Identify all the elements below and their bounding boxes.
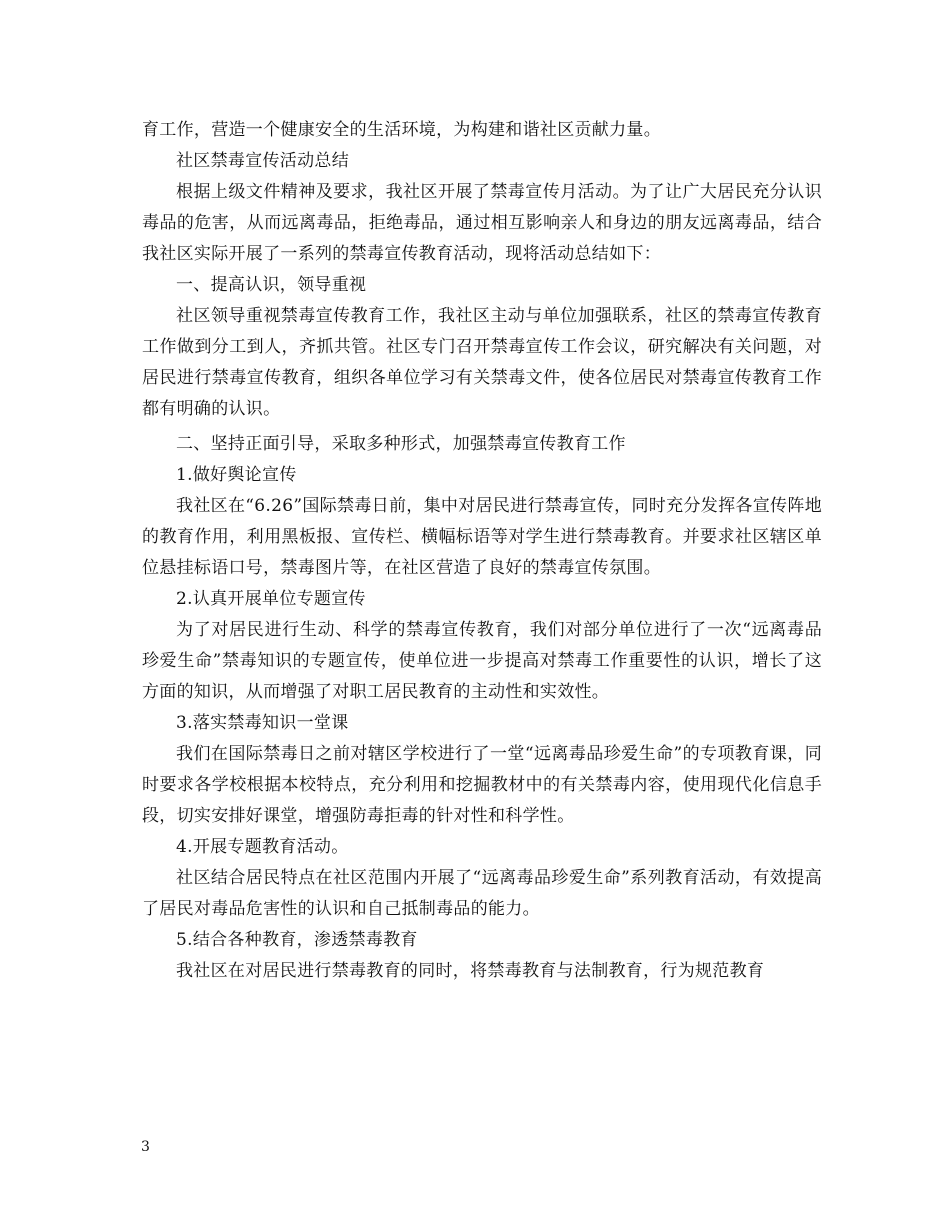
paragraph: 我社区在“6.26”国际禁毒日前，集中对居民进行禁毒宣传，同时充分发挥各宣传阵地的教育作用，利用黑板报、宣传栏、横幅标语等对学生进行禁毒教育。并要求社区辖区单位悬挂标语口号，禁毒图片等，在社区营造了良好的禁毒宣传氛围。 xyxy=(142,496,822,578)
paragraph: 我们在国际禁毒日之前对辖区学校进行了一堂“远离毒品珍爱生命”的专项教育课，同时要求各学校根据本校特点，充分利用和挖掘教材中的有关禁毒内容，使用现代化信息手段，切实安排好课堂，增强防毒拒毒的针对性和科学性。 xyxy=(142,744,822,826)
paragraph: 社区领导重视禁毒宣传教育工作，我社区主动与单位加强联系，社区的禁毒宣传教育工作做到分工到人，齐抓共管。社区专门召开禁毒宣传工作会议，研究解决有关问题，对居民进行禁毒宣传教育，组织各单位学习有关禁毒文件，使各位居民对禁毒宣传教育工作都有明确的认识。 xyxy=(142,306,822,419)
document-body xyxy=(142,115,822,987)
subsection-heading: 3.落实禁毒知识一堂课 xyxy=(176,713,349,733)
section-heading: 二、坚持正面引导，采取多种形式，加强禁毒宣传教育工作 xyxy=(176,434,626,454)
page-number: 3 xyxy=(141,1139,150,1155)
paragraph: 为了对居民进行生动、科学的禁毒宣传教育，我们对部分单位进行了一次“远离毒品珍爱生命”禁毒知识的专题宣传，使单位进一步提高对禁毒工作重要性的认识，增长了这方面的知识，从而增强了对职工居民教育的主动性和实效性。 xyxy=(142,620,822,702)
subsection-heading: 1.做好舆论宣传 xyxy=(176,465,297,485)
paragraph: 社区结合居民特点在社区范围内开展了“远离毒品珍爱生命”系列教育活动，有效提高了居民对毒品危害性的认识和自己抵制毒品的能力。 xyxy=(142,868,822,919)
paragraph: 我社区在对居民进行禁毒教育的同时，将禁毒教育与法制教育，行为规范教育 xyxy=(176,961,765,981)
section-heading: 一、提高认识，领导重视 xyxy=(176,275,367,295)
subsection-heading: 5.结合各种教育，渗透禁毒教育 xyxy=(176,930,418,950)
subsection-heading: 2.认真开展单位专题宣传 xyxy=(176,589,366,609)
paragraph-continued: 育工作，营造一个健康安全的生活环境，为构建和谐社区贡献力量。 xyxy=(142,120,661,140)
section-title: 社区禁毒宣传活动总结 xyxy=(176,151,349,171)
subsection-heading: 4.开展专题教育活动。 xyxy=(176,837,349,857)
paragraph: 根据上级文件精神及要求，我社区开展了禁毒宣传月活动。为了让广大居民充分认识毒品的危害，从而远离毒品，拒绝毒品，通过相互影响亲人和身边的朋友远离毒品，结合我社区实际开展了一系列的禁毒宣传教育活动，现将活动总结如下： xyxy=(142,182,822,264)
